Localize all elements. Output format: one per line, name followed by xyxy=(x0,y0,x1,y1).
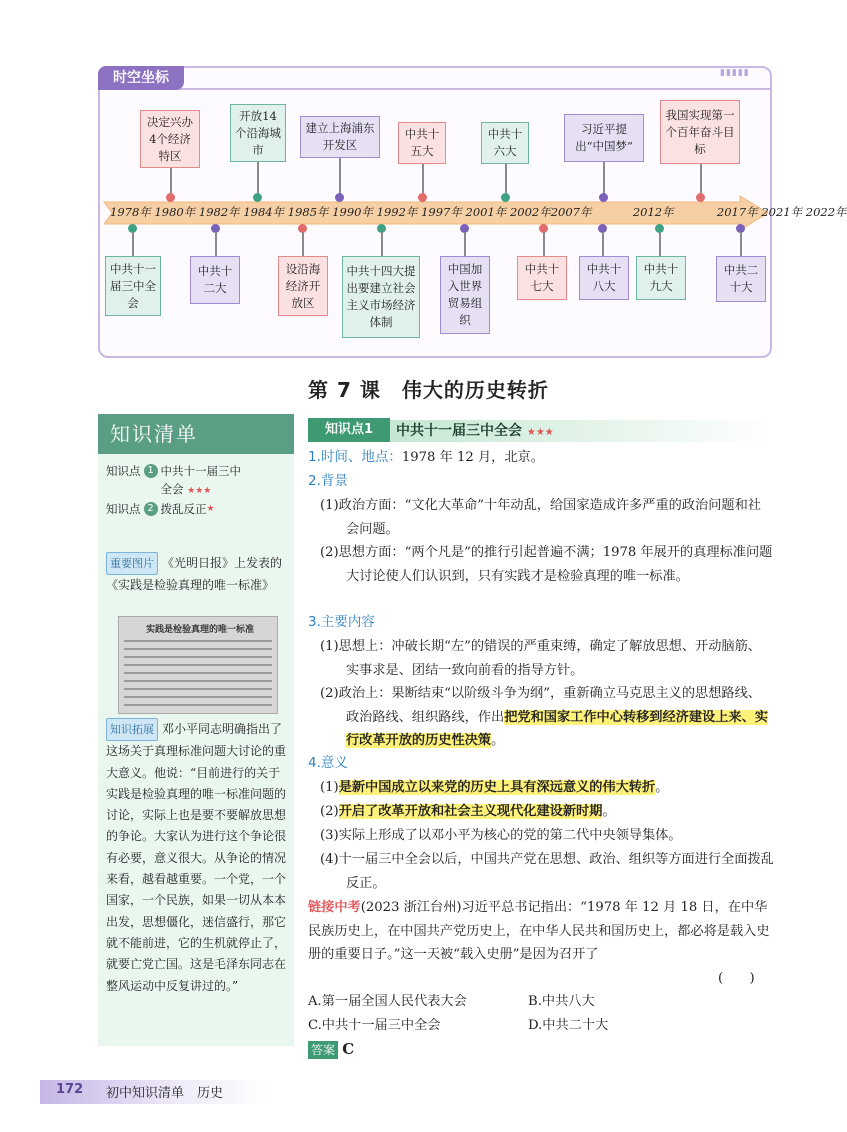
year-label: 2012年 xyxy=(632,205,674,219)
connector xyxy=(339,158,341,196)
newspaper-text xyxy=(124,656,272,658)
extension-tag: 知识拓展 xyxy=(106,718,158,741)
connector xyxy=(740,232,742,256)
book-label: 初中知识清单 历史 xyxy=(106,1086,224,1101)
highlighted-text: 把党和国家工作中心转移到经济建设上来、实行改革开放的历史性决策 xyxy=(346,709,768,748)
year-label: 2007年 xyxy=(550,205,592,219)
item-prefix: 知识点 xyxy=(106,464,141,478)
connector xyxy=(257,162,259,196)
section-heading: 3.主要内容 xyxy=(308,614,375,630)
extension-text: 邓小平同志明确指出了这场关于真理标准问题大讨论的重大意义。他说：“目前进行的关于实践是检验真理的唯一标准问题的讨论，实际上也是要不要解放思想的争论。大家认为进行这个争论很有必要，意义很大。从争论的情况来看，越看越重要。一个党，一个国家，一个民族，如果一切从本本出发，思想僵化，迷信盛行，那它就不能前进，它的生机就停止了，就要亡党亡国。这是毛泽东同志在整风运动中反复讲过的。” xyxy=(106,722,287,993)
newspaper-headline: 实践是检验真理的唯一标准 xyxy=(145,625,254,635)
event-box: 中共十六大 xyxy=(481,122,529,164)
event-box: 习近平提出“中国梦” xyxy=(564,114,644,162)
year-label: 2021年 xyxy=(761,205,803,219)
page-number: 172 xyxy=(56,1082,84,1097)
knowledge-point-badge: 知识点1 xyxy=(308,418,390,442)
year-label: 1997年 xyxy=(421,205,462,219)
event-dot xyxy=(599,193,608,202)
event-box: 建立上海浦东开发区 xyxy=(300,116,380,158)
exam-link xyxy=(308,896,774,967)
event-dot xyxy=(501,193,510,202)
item-number: (2) xyxy=(320,804,339,819)
year-label: 2002年 xyxy=(509,205,551,219)
knowledge-point-title xyxy=(396,420,554,444)
section-heading: 4.意义 xyxy=(308,755,348,771)
paragraph: (3)实际上形成了以邓小平为核心的党的第二代中央领导集体。 xyxy=(320,828,682,843)
year-label: 1978年 xyxy=(110,205,151,219)
connector xyxy=(422,164,424,196)
paragraph xyxy=(308,800,774,824)
paragraph-end: 。 xyxy=(655,780,669,795)
section-heading: 2.背景 xyxy=(308,473,348,489)
item-prefix: 知识点 xyxy=(106,502,141,516)
number-badge: 1 xyxy=(144,464,158,478)
year-label: 1982年 xyxy=(198,205,240,219)
event-box: 我国实现第一个百年奋斗目标 xyxy=(660,100,740,164)
picture-text: 《光明日报》上发表的《实践是检验真理的唯一标准》 xyxy=(106,556,283,592)
event-box: 中共十七大 xyxy=(517,256,567,300)
connector xyxy=(302,232,304,256)
item-text: 中共十一届三中全会 xyxy=(160,464,241,496)
newspaper-text xyxy=(124,648,272,650)
event-box: 中共十二大 xyxy=(190,256,240,304)
item-number: (1) xyxy=(320,780,339,795)
paragraph: (2)思想方面：“两个凡是”的推行引起普遍不满；1978 年展开的真理标准问题大讨论使人们认识到，只有实践才是检验真理的唯一标准。 xyxy=(320,545,773,584)
paragraph-text: (2)政治上：果断结束“以阶级斗争为纲”，重新确立马克思主义的思想路线、政治路线、组织路线，作出 xyxy=(320,686,761,725)
newspaper-text xyxy=(124,640,272,642)
connector xyxy=(543,232,545,256)
option-a: A.第一届全国人民代表大会 xyxy=(308,994,467,1009)
highlighted-text: 是新中国成立以来党的历史上具有深远意义的伟大转折 xyxy=(338,780,656,795)
options-row xyxy=(308,990,774,1014)
newspaper-text xyxy=(124,696,272,698)
star-rating: ★ xyxy=(206,504,215,514)
newspaper-text xyxy=(124,688,272,690)
sidebar-title: 知识清单 xyxy=(98,414,294,454)
event-dot xyxy=(166,193,175,202)
answer-tag: 答案 xyxy=(308,1041,338,1059)
connector xyxy=(700,164,702,196)
lesson-title: 第 7 课 伟大的历史转折 xyxy=(308,378,549,402)
year-label: 1992年 xyxy=(376,205,418,219)
newspaper-text xyxy=(124,664,272,666)
important-picture-caption xyxy=(106,552,290,596)
connector xyxy=(215,232,217,256)
event-dot xyxy=(696,193,705,202)
list-item xyxy=(106,462,286,500)
kp-title-text: 中共十一届三中全会 xyxy=(396,423,522,439)
section-heading: 1.时间、地点： xyxy=(308,449,402,465)
header-decoration: ▮▮▮▮▮ xyxy=(720,68,750,78)
option-c: C.中共十一届三中全会 xyxy=(308,1018,441,1033)
connector xyxy=(132,232,134,256)
star-rating: ★★★ xyxy=(187,486,212,496)
exam-link-tag: 链接中考 xyxy=(308,900,361,915)
year-label: 2022年 xyxy=(805,205,847,219)
section-time-place xyxy=(308,446,774,470)
section-text: 1978 年 12 月，北京。 xyxy=(401,450,544,465)
year-label: 2017年 xyxy=(716,205,758,219)
event-box: 中共十一届三中全会 xyxy=(105,256,161,316)
item-text: 拨乱反正 xyxy=(160,502,207,516)
list-item xyxy=(106,500,286,518)
year-label: 1990年 xyxy=(332,205,373,219)
event-box: 设沿海经济开放区 xyxy=(278,256,328,316)
event-box: 中共十四大提出要建立社会主义市场经济体制 xyxy=(342,256,420,338)
paragraph: (1)政治方面：“文化大革命”十年动乱，给国家造成许多严重的政治问题和社会问题。 xyxy=(320,498,761,537)
answer-value: C xyxy=(342,1040,355,1058)
number-badge: 2 xyxy=(144,502,158,516)
year-label: 1985年 xyxy=(287,205,329,219)
year-label: 1980年 xyxy=(154,205,196,219)
connector xyxy=(603,162,605,196)
event-box: 中共十八大 xyxy=(579,256,629,300)
connector xyxy=(659,232,661,256)
highlighted-text: 开启了改革开放和社会主义现代化建设新时期 xyxy=(338,804,603,819)
option-d: D.中共二十大 xyxy=(528,1018,609,1033)
paragraph: (1)思想上：冲破长期“左”的错误的严重束缚，确定了解放思想、开动脑筋、实事求是、团结一致向前看的指导方针。 xyxy=(320,639,761,678)
timeline-years xyxy=(110,204,847,220)
paragraph-end: 。 xyxy=(491,733,505,748)
answer-bracket: ( ) xyxy=(718,971,755,986)
option-b: B.中共八大 xyxy=(528,994,595,1009)
event-dot xyxy=(418,193,427,202)
paragraph xyxy=(308,776,774,800)
paragraph: (4)十一届三中全会以后，中国共产党在思想、政治、组织等方面进行全面拨乱反正。 xyxy=(320,852,774,891)
newspaper-text xyxy=(124,672,272,674)
connector xyxy=(505,164,507,196)
exam-question: (2023 浙江台州)习近平总书记指出：“1978 年 12 月 18 日，在中华民族历史上，在中国共产党历史上，在中华人民共和国历史上，都必将是载入史册的重要日子。”这一天被“载入史册”是因为召开了 xyxy=(308,900,770,962)
event-box: 中共十五大 xyxy=(398,122,446,164)
newspaper-text xyxy=(124,704,272,706)
event-box: 决定兴办4个经济特区 xyxy=(140,110,200,168)
connector xyxy=(381,232,383,256)
options-row xyxy=(308,1014,774,1038)
paragraph-end: 。 xyxy=(602,804,616,819)
year-label: 2001年 xyxy=(465,205,507,219)
picture-tag: 重要图片 xyxy=(106,552,158,575)
newspaper-text xyxy=(124,680,272,682)
event-box: 中共十九大 xyxy=(636,256,686,300)
connector xyxy=(464,232,466,256)
paragraph xyxy=(308,682,774,753)
knowledge-extension xyxy=(106,718,290,997)
event-dot xyxy=(335,193,344,202)
timeline-title: 时空坐标 xyxy=(98,66,184,90)
year-label: 1984年 xyxy=(243,205,285,219)
timeline-header-rule xyxy=(98,66,772,90)
connector xyxy=(602,232,604,256)
event-box: 中共二十大 xyxy=(716,256,766,302)
event-box: 中国加入世界贸易组织 xyxy=(440,256,490,334)
event-dot xyxy=(253,193,262,202)
event-box: 开放14个沿海城市 xyxy=(230,104,286,162)
connector xyxy=(170,168,172,196)
knowledge-list xyxy=(98,458,294,522)
answer-row xyxy=(308,1038,774,1063)
star-rating: ★★★ xyxy=(526,427,554,438)
